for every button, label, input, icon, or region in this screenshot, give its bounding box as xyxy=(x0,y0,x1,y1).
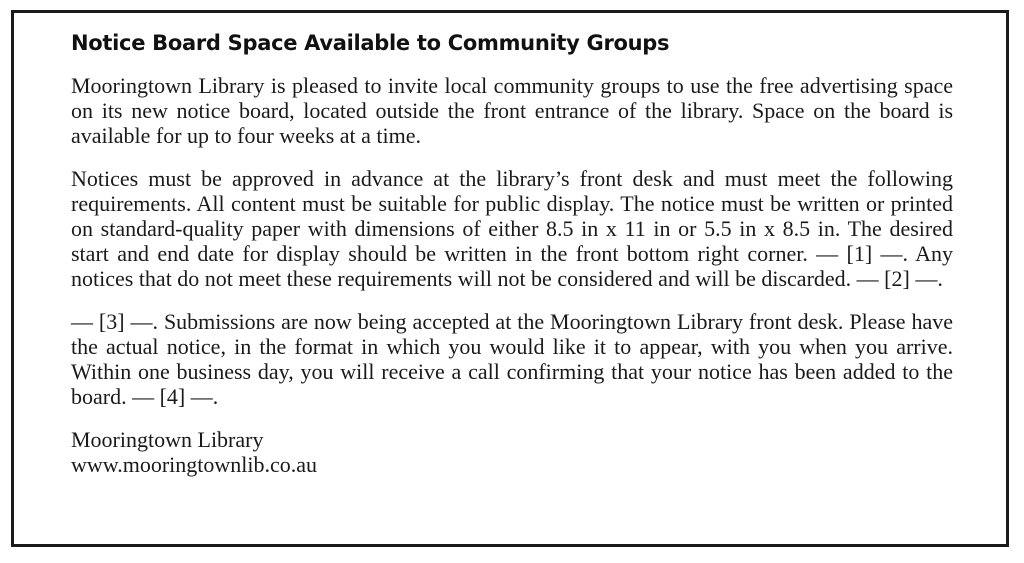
notice-paragraph-requirements: Notices must be approved in advance at the library’s front desk and must meet the following requirements. All content must be suitable for public display. The notice must be written or printed on standard-quality paper with dimensions of either 8.5 in x 11 in or 5.5 in x 8.5 in. The desired start and end date for display should be written in the front bottom right corner. — [1] —. Any notices that do not meet these requirements will not be considered and will be discarded. — [2] —. xyxy=(71,166,953,291)
notice-paragraph-intro: Mooringtown Library is pleased to invite local community groups to use the free advertising space on its new notice board, located outside the front entrance of the library. Space on the board is available for up to four weeks at a time. xyxy=(71,73,953,148)
notice-frame xyxy=(11,10,1009,547)
notice-title: Notice Board Space Available to Community Groups xyxy=(71,31,670,55)
notice-content xyxy=(71,30,953,477)
signoff-website: www.mooringtownlib.co.au xyxy=(71,452,318,477)
signoff xyxy=(71,427,953,477)
signoff-organization: Mooringtown Library xyxy=(71,427,264,452)
notice-paragraph-submissions: — [3] —. Submissions are now being accepted at the Mooringtown Library front desk. Please have the actual notice, in the format in which you would like it to appear, with you when you arrive. Within one business day, you will receive a call confirming that your notice has been added to the board. — [4] —. xyxy=(71,309,953,409)
